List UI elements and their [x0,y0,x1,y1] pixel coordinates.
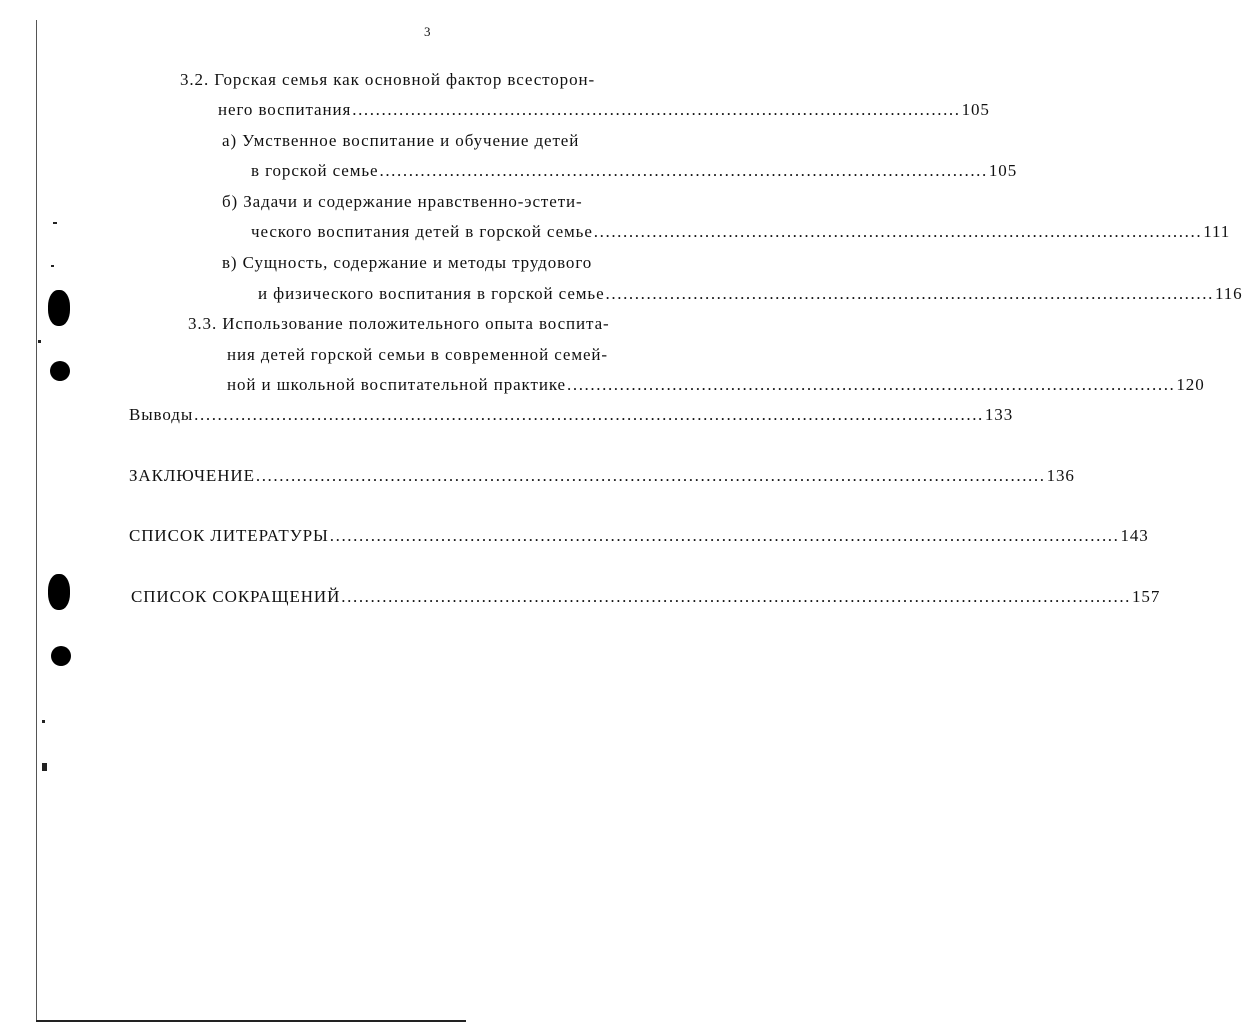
toc-line [251,222,1231,244]
punch-hole [48,290,70,326]
dot-leader: ........................................................................................................ [379,161,988,180]
toc-page-number: 136 [1046,466,1075,485]
punch-hole [50,361,70,381]
toc-line [129,466,1075,488]
toc-line [129,526,1149,548]
toc-entry-text: б) Задачи и содержание нравственно-эстети- [222,192,583,211]
toc-page-number: 120 [1176,375,1205,394]
scan-speck [42,763,47,771]
punch-hole [48,574,70,610]
toc-line [258,284,1243,306]
toc-entry-text: и физического воспитания в горской семье [258,284,605,303]
toc-line [180,70,720,92]
toc-entry-text: ния детей горской семьи в современной семей- [227,345,608,364]
dot-leader: ........................................................................................................ [567,375,1176,394]
toc-line [218,100,990,122]
toc-entry-text: СПИСОК ЛИТЕРАТУРЫ [129,526,329,545]
toc-page-number: 133 [984,405,1014,424]
toc-entry-text: а) Умственное воспитание и обучение детей [222,131,580,150]
dot-leader: ........................................................................................................ [352,100,961,119]
dot-leader: ....................................................................................................................................... [194,405,984,424]
toc-entry-text: в горской семье [251,161,379,180]
scan-speck [42,720,45,723]
toc-entry-text: СПИСОК СОКРАЩЕНИЙ [131,587,341,606]
dot-leader: ........................................................................................................ [605,284,1214,303]
toc-page-number: 143 [1120,526,1149,545]
toc-line [222,253,722,275]
toc-entry-text: ческого воспитания детей в горской семье [251,222,593,241]
toc-entry-text: него воспитания [218,100,352,119]
scan-speck [53,222,57,224]
scan-speck [51,265,54,267]
toc-entry-text: 3.2. Горская семья как основной фактор всесторон- [180,70,596,89]
toc-page-number: 157 [1132,587,1161,606]
toc-line [251,161,1018,183]
dot-leader: ....................................................................................................................................... [255,466,1046,485]
toc-line [227,375,1205,397]
toc-entry-text: ЗАКЛЮЧЕНИЕ [129,466,255,485]
toc-line [131,587,1161,609]
dot-leader: ....................................................................................................................................... [329,526,1120,545]
toc-page-number: 105 [988,161,1018,180]
scan-bottom-edge [36,1020,466,1022]
toc-entry-text: 3.3. Использование положительного опыта воспита- [188,314,610,333]
scan-speck [38,340,41,343]
toc-entry-text: в) Сущность, содержание и методы трудового [222,253,593,272]
toc-entry-text: Выводы [129,405,194,424]
toc-page-number: 105 [961,100,990,119]
toc-page-number: 111 [1203,222,1231,241]
toc-entry-text: ной и школьной воспитательной практике [227,375,566,394]
toc-line [222,192,722,214]
dot-leader: ....................................................................................................................................... [341,587,1132,606]
punch-hole [51,646,71,666]
dot-leader: ........................................................................................................ [593,222,1203,241]
toc-line [227,345,727,367]
toc-line [188,314,728,336]
toc-line [222,131,722,153]
toc-page-number: 116 [1214,284,1243,303]
page-number: 3 [424,24,431,39]
toc-line [129,405,1014,427]
scan-margin-line [36,20,37,1020]
